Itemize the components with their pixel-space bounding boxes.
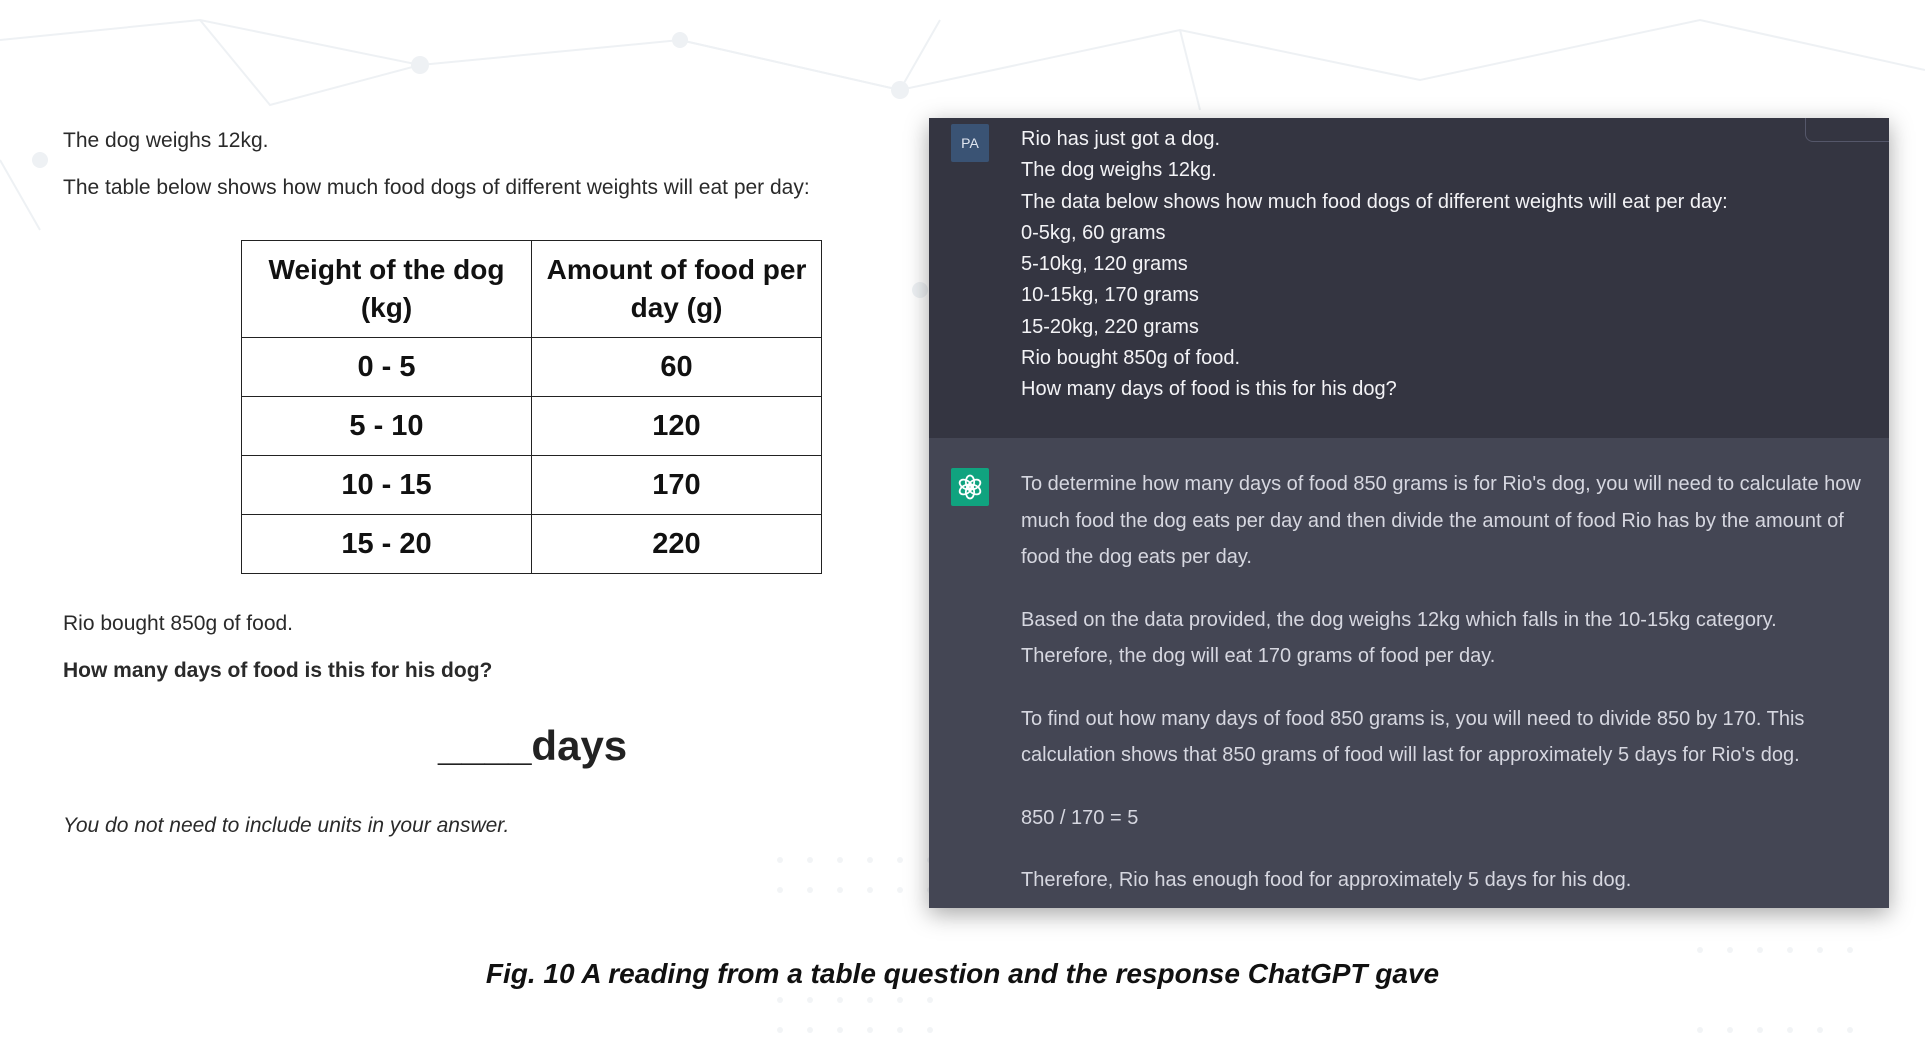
column-header-food: Amount of food per day (g): [532, 241, 822, 338]
answer-blank[interactable]: ____days: [438, 722, 628, 769]
user-avatar: PA: [951, 124, 989, 162]
table-cell-weight: 5 - 10: [242, 397, 532, 456]
table-cell-food: 60: [532, 338, 822, 397]
table-header-row: [242, 241, 822, 338]
worksheet-panel: [63, 0, 903, 900]
user-message-line: Rio bought 850g of food.: [1021, 347, 1241, 370]
table-cell-weight: 10 - 15: [242, 456, 532, 515]
user-message-line: The dog weighs 12kg.: [1021, 159, 1217, 182]
table-cell-food: 220: [532, 515, 822, 574]
question-text: How many days of food is this for his dog?: [63, 659, 493, 682]
column-header-weight: Weight of the dog (kg): [242, 241, 532, 338]
units-note: You do not need to include units in your answer.: [63, 814, 510, 837]
openai-logo-icon: [951, 468, 989, 506]
user-message-text: [1021, 124, 1861, 406]
food-table: [241, 240, 822, 574]
assistant-paragraph: To find out how many days of food 850 grams is, you will need to divide 850 by 170. This calculation shows that 850 grams of food will last for approximately 5 days for Rio's dog.: [1021, 707, 1805, 766]
chat-window: [929, 118, 1889, 908]
assistant-message: [1021, 466, 1871, 908]
user-message-line: The data below shows how much food dogs of different weights will eat per day:: [1021, 190, 1728, 213]
user-message-line: How many days of food is this for his dog?: [1021, 378, 1397, 401]
assistant-paragraph: Therefore, Rio has enough food for approximately 5 days for his dog.: [1021, 869, 1632, 891]
user-message: [929, 118, 1889, 438]
assistant-paragraph: Based on the data provided, the dog weighs 12kg which falls in the 10-15kg category. Therefore, the dog will eat 170 grams of food per day.: [1021, 608, 1777, 667]
table-cell-food: 120: [532, 397, 822, 456]
user-message-line: 5-10kg, 120 grams: [1021, 253, 1188, 276]
table-row: [242, 338, 822, 397]
table-row: [242, 456, 822, 515]
food-bought-text: Rio bought 850g of food.: [63, 612, 294, 635]
table-intro-text: The table below shows how much food dogs of different weights will eat per day:: [63, 176, 810, 199]
table-cell-weight: 0 - 5: [242, 338, 532, 397]
user-message-line: 10-15kg, 170 grams: [1021, 284, 1199, 307]
assistant-paragraph: 850 / 170 = 5: [1021, 806, 1139, 829]
assistant-paragraph: To determine how many days of food 850 grams is for Rio's dog, you will need to calculate how much food the dog eats per day and then divide the amount of food Rio has by the amount of food the dog eats per day.: [1021, 473, 1861, 568]
user-message-line: Rio has just got a dog.: [1021, 128, 1221, 150]
table-cell-weight: 15 - 20: [242, 515, 532, 574]
user-message-line: 0-5kg, 60 grams: [1021, 221, 1166, 244]
user-message-line: 15-20kg, 220 grams: [1021, 315, 1199, 338]
table-row: [242, 515, 822, 574]
dog-weight-text: The dog weighs 12kg.: [63, 129, 269, 152]
table-row: [242, 397, 822, 456]
figure-caption: Fig. 10 A reading from a table question and the response ChatGPT gave: [485, 958, 1440, 989]
table-cell-food: 170: [532, 456, 822, 515]
